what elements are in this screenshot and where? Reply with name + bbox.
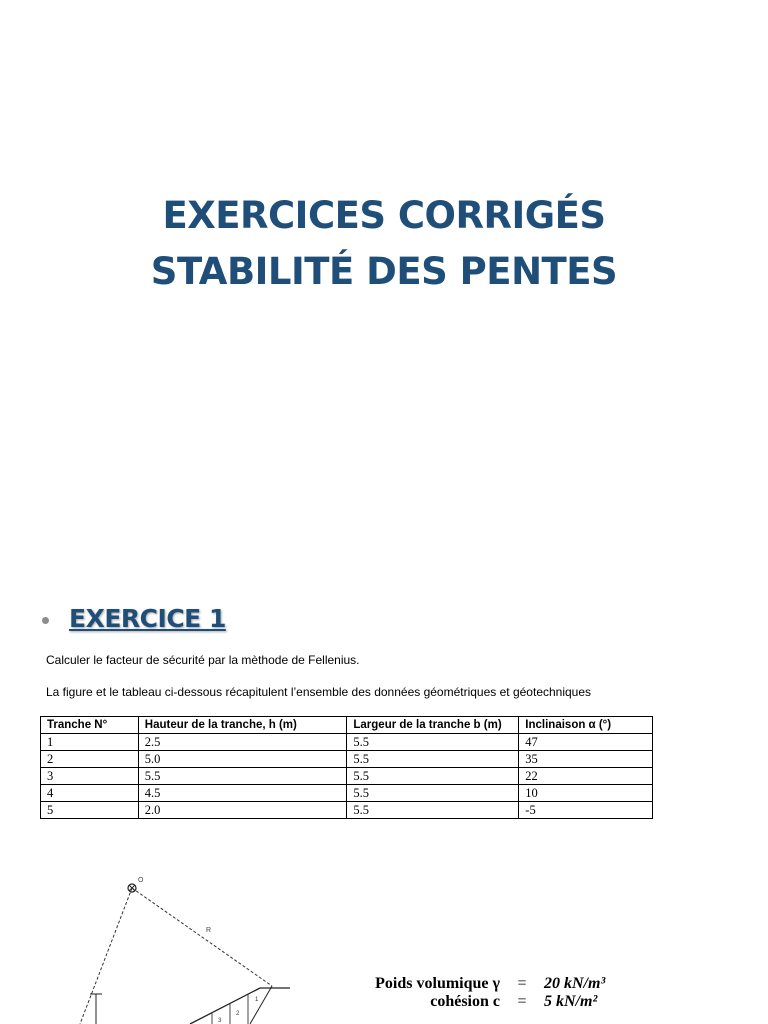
table-cell: 5.5 <box>347 768 519 785</box>
table-row <box>41 768 653 785</box>
property-equals: = <box>517 993 527 1010</box>
slide-title <box>0 188 768 300</box>
table-cell: 4 <box>41 785 139 802</box>
column-header: Largeur de la tranche b (m) <box>347 717 519 734</box>
table-row <box>41 751 653 768</box>
table-cell: 4.5 <box>138 785 347 802</box>
table-row <box>41 734 653 751</box>
soil-properties <box>360 975 605 1011</box>
table-cell: 2.5 <box>138 734 347 751</box>
table-header-row <box>41 717 653 734</box>
table-cell: 5.0 <box>138 751 347 768</box>
property-equals: = <box>517 975 527 992</box>
table-cell: 22 <box>519 768 653 785</box>
table-cell: 5.5 <box>347 734 519 751</box>
table-cell: -5 <box>519 802 653 819</box>
property-row <box>360 975 605 993</box>
table-cell: 5 <box>41 802 139 819</box>
radius-label: R <box>206 927 212 934</box>
slope-face <box>190 988 260 1024</box>
property-label: Poids volumique γ <box>375 975 500 992</box>
slice-label: 1 <box>255 997 259 1003</box>
title-line-2: STABILITÉ DES PENTES <box>150 250 618 293</box>
table-row <box>41 785 653 802</box>
exercise-heading-row <box>42 604 226 633</box>
table-cell: 35 <box>519 751 653 768</box>
property-value: 5 kN/m² <box>544 993 598 1010</box>
exercise-heading: EXERCICE 1 <box>69 604 226 633</box>
center-label: O <box>138 877 144 884</box>
property-label: cohésion c <box>430 993 500 1010</box>
exercise-instruction: Calculer le facteur de sécurité par la mèthode de Fellenius. <box>46 653 360 667</box>
title-line-1: EXERCICES CORRIGÉS <box>162 194 606 237</box>
slope-figure <box>60 870 340 1024</box>
table-cell: 1 <box>41 734 139 751</box>
column-header: Hauteur de la tranche, h (m) <box>138 717 347 734</box>
property-row <box>360 993 605 1011</box>
table-row <box>41 802 653 819</box>
table-cell: 5.5 <box>138 768 347 785</box>
table-cell: 3 <box>41 768 139 785</box>
slice-label: 2 <box>236 1011 240 1017</box>
property-value: 20 kN/m³ <box>544 975 606 992</box>
slice-label: 3 <box>218 1018 222 1024</box>
table-cell: 5.5 <box>347 751 519 768</box>
table-cell: 5.5 <box>347 785 519 802</box>
column-header: Tranche N° <box>41 717 139 734</box>
table-cell: 2.0 <box>138 802 347 819</box>
slices-table <box>40 716 653 819</box>
table-cell: 47 <box>519 734 653 751</box>
table-cell: 10 <box>519 785 653 802</box>
radius-line-left <box>80 888 132 1024</box>
table-cell: 2 <box>41 751 139 768</box>
bullet-icon <box>42 617 49 624</box>
table-cell: 5.5 <box>347 802 519 819</box>
column-header: Inclinaison α (°) <box>519 717 653 734</box>
radius-line <box>132 888 272 986</box>
exercise-description: La figure et le tableau ci-dessous récapitulent l’ensemble des données géométriques et géotechniques <box>46 685 592 699</box>
